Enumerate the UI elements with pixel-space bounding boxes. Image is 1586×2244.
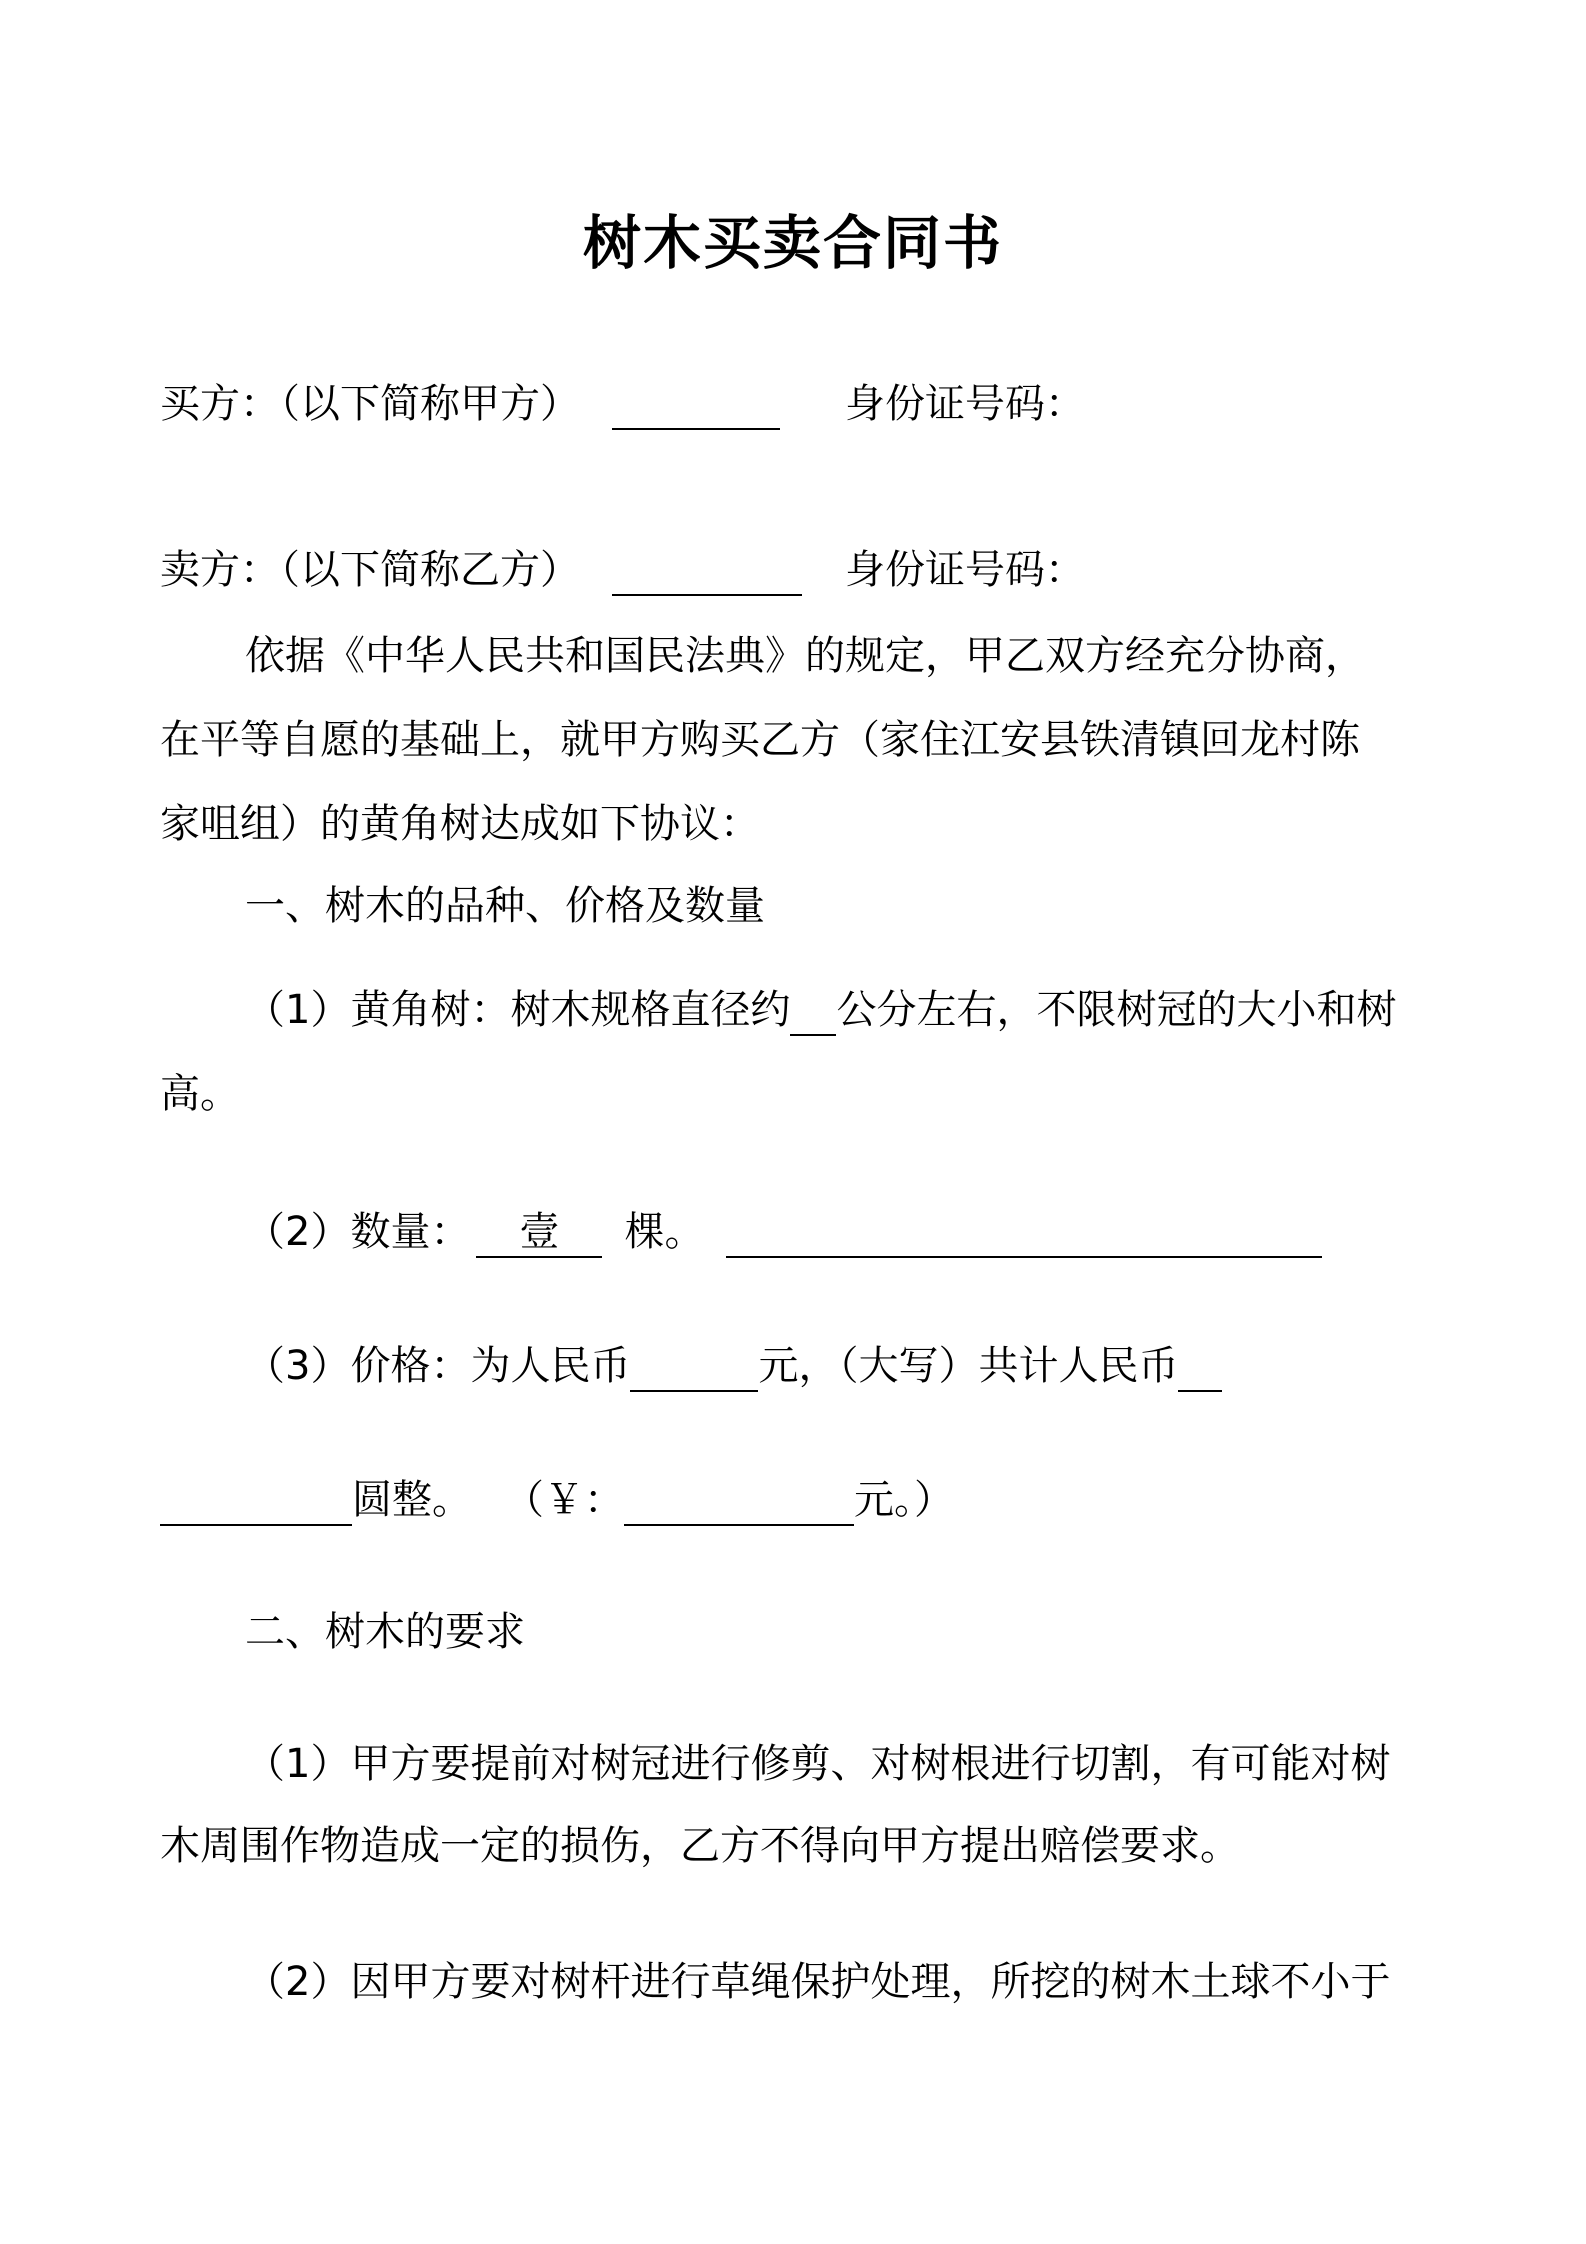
item3-mid: 元，（大写）共计人民币 (758, 1343, 1179, 1389)
section2-item1-line2: 木周围作物造成一定的损伤，乙方不得向甲方提出赔偿要求。 (160, 1823, 1240, 1869)
section1-heading: 一、树木的品种、价格及数量 (245, 883, 765, 929)
quantity-value: 壹 (476, 1206, 602, 1258)
section1-item3 (245, 1340, 1222, 1392)
buyer-id-label: 身份证号码： (845, 381, 1085, 427)
intro-line-3: 家咀组）的黄角树达成如下协议： (160, 801, 760, 847)
item3-prefix: （3）价格：为人民币 (245, 1343, 631, 1389)
seller-name-blank (612, 544, 802, 596)
section2-item2-line1: （2）因甲方要对树杆进行草绳保护处理，所挖的树木土球不小于 (245, 1959, 1391, 2005)
seller-label: 卖方：（以下简称乙方） (160, 547, 580, 593)
section1-item1-cont: 高。 (160, 1071, 240, 1117)
yen-blank (624, 1474, 854, 1526)
item1-prefix: （1）黄角树：树木规格直径约 (245, 987, 791, 1033)
section1-item2 (245, 1206, 1322, 1258)
price-blank (630, 1340, 758, 1392)
item1-suffix: 公分左右，不限树冠的大小和树 (836, 987, 1397, 1033)
section2-item1-line1: （1）甲方要提前对树冠进行修剪、对树根进行切割，有可能对树 (245, 1741, 1391, 1787)
quantity-extra-blank (726, 1206, 1322, 1258)
item3-cont-suffix: 圆整。 (352, 1477, 472, 1523)
seller-id-label: 身份证号码： (845, 547, 1085, 593)
seller-line (160, 544, 580, 596)
buyer-label: 买方：（以下简称甲方） (160, 381, 580, 427)
yen-label: （￥： (504, 1477, 624, 1523)
section2-heading: 二、树木的要求 (245, 1609, 525, 1655)
intro-line-1: 依据《中华人民共和国民法典》的规定，甲乙双方经充分协商， (245, 633, 1365, 679)
yen-suffix: 元。） (854, 1477, 954, 1523)
price-uppercase-blank-start (1178, 1340, 1222, 1392)
buyer-name-blank (612, 378, 780, 430)
section1-item1 (245, 984, 1396, 1036)
price-uppercase-blank (160, 1474, 352, 1526)
item2-suffix: 棵。 (624, 1209, 705, 1255)
page-title: 树木买卖合同书 (582, 209, 1003, 277)
intro-line-2: 在平等自愿的基础上，就甲方购买乙方（家住江安县铁清镇回龙村陈 (160, 717, 1360, 763)
item2-prefix: （2）数量： (245, 1209, 471, 1255)
section1-item3-cont (160, 1474, 954, 1526)
buyer-line (160, 378, 580, 430)
diameter-blank (790, 984, 836, 1036)
